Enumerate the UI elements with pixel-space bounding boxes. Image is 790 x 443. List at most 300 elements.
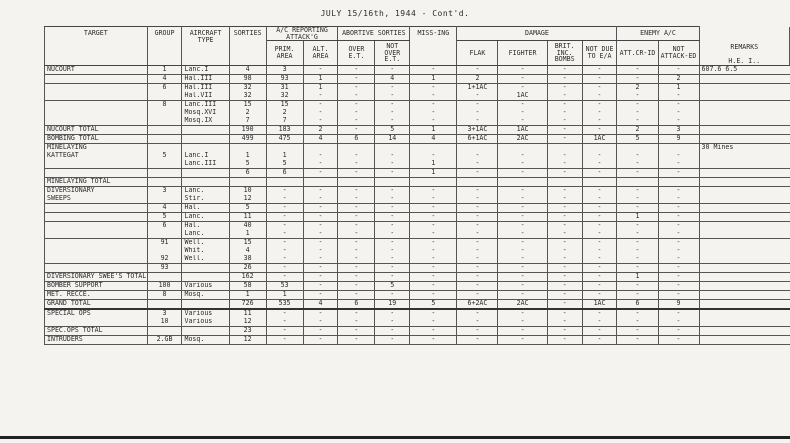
cell-att: 1 <box>617 212 658 221</box>
cell-notatt: - <box>658 109 699 117</box>
cell-over: - <box>338 117 375 126</box>
cell-type: Mosq. <box>182 290 229 299</box>
cell-notdue: - <box>582 255 617 264</box>
cell-notdue: - <box>582 318 617 327</box>
cell-prim: 2 <box>266 109 303 117</box>
cell-alt: - <box>303 309 338 318</box>
cell-target <box>45 238 148 247</box>
cell-notdue: - <box>582 168 617 177</box>
cell-alt: - <box>303 168 338 177</box>
cell-mis <box>410 143 457 152</box>
cell-alt: - <box>303 281 338 290</box>
cell-flak <box>457 177 498 186</box>
cell-brit: - <box>547 195 582 204</box>
cell-prim: 535 <box>266 299 303 309</box>
cell-mis: 1 <box>410 74 457 83</box>
cell-remarks <box>699 326 789 335</box>
cell-target <box>45 92 148 101</box>
cell-flak: - <box>457 335 498 344</box>
cell-brit <box>547 143 582 152</box>
cell-notatt: - <box>658 92 699 101</box>
cell-brit: - <box>547 160 582 169</box>
cell-brit: - <box>547 326 582 335</box>
cell-att: - <box>617 318 658 327</box>
cell-notdue: - <box>582 290 617 299</box>
cell-type: Whit. <box>182 247 229 255</box>
cell-notdue: - <box>582 160 617 169</box>
cell-prim: 15 <box>266 100 303 109</box>
cell-brit: - <box>547 255 582 264</box>
cell-flak: 3+1AC <box>457 125 498 134</box>
cell-over: - <box>338 309 375 318</box>
cell-notatt: - <box>658 318 699 327</box>
cell-notatt: 3 <box>658 125 699 134</box>
cell-target: MET. RECCE. <box>45 290 148 299</box>
cell-fighter: - <box>498 290 547 299</box>
cell-remarks <box>699 247 789 255</box>
cell-alt: - <box>303 203 338 212</box>
cell-mis: - <box>410 203 457 212</box>
cell-notatt: - <box>658 247 699 255</box>
cell-prim: - <box>266 203 303 212</box>
cell-alt: - <box>303 255 338 264</box>
cell-notdue: - <box>582 152 617 160</box>
cell-remarks: 607.6 6.5 <box>699 65 789 74</box>
cell-flak: - <box>457 326 498 335</box>
cell-type: Hal.VII <box>182 92 229 101</box>
cell-group: 6 <box>147 221 182 230</box>
cell-mis: - <box>410 109 457 117</box>
cell-att: - <box>617 255 658 264</box>
cell-brit: - <box>547 318 582 327</box>
cell-target <box>45 255 148 264</box>
cell-flak: - <box>457 109 498 117</box>
cell-group <box>147 168 182 177</box>
cell-mis: - <box>410 335 457 344</box>
cell-att: 2 <box>617 125 658 134</box>
cell-notatt <box>658 177 699 186</box>
cell-alt: 1 <box>303 83 338 92</box>
cell-mis: - <box>410 100 457 109</box>
cell-fighter: - <box>498 263 547 272</box>
cell-over: - <box>338 160 375 169</box>
cell-group <box>147 117 182 126</box>
cell-att: - <box>617 74 658 83</box>
cell-att <box>617 143 658 152</box>
cell-notatt: - <box>658 212 699 221</box>
cell-over: 6 <box>338 299 375 309</box>
cell-notatt: 1 <box>658 83 699 92</box>
cell-type: Various <box>182 281 229 290</box>
cell-prim: - <box>266 318 303 327</box>
cell-target: SPECIAL OPS <box>45 309 148 318</box>
cell-remarks <box>699 255 789 264</box>
cell-brit: - <box>547 290 582 299</box>
cell-att: - <box>617 230 658 239</box>
cell-type <box>182 143 229 152</box>
cell-prim: 53 <box>266 281 303 290</box>
cell-mis: - <box>410 65 457 74</box>
cell-group <box>147 272 182 281</box>
cell-notdue: - <box>582 212 617 221</box>
cell-target: BOMBER SUPPORT <box>45 281 148 290</box>
cell-fighter <box>498 177 547 186</box>
table-row <box>45 335 790 344</box>
cell-remarks <box>699 117 789 126</box>
table-row <box>45 212 790 221</box>
cell-flak: 1+1AC <box>457 83 498 92</box>
cell-type: Hal.III <box>182 74 229 83</box>
cell-mis: - <box>410 238 457 247</box>
header-damage: DAMAGE <box>457 27 617 41</box>
cell-type <box>182 168 229 177</box>
cell-over <box>338 177 375 186</box>
cell-alt: 2 <box>303 125 338 134</box>
cell-group: 4 <box>147 74 182 83</box>
cell-remarks <box>699 152 789 160</box>
cell-fighter: - <box>498 65 547 74</box>
cell-target: INTRUDERS <box>45 335 148 344</box>
cell-remarks <box>699 83 789 92</box>
cell-sorties: 1 <box>229 230 266 239</box>
cell-mis: - <box>410 230 457 239</box>
cell-att: - <box>617 109 658 117</box>
cell-notover: - <box>375 263 410 272</box>
cell-notatt: - <box>658 100 699 109</box>
cell-flak: - <box>457 281 498 290</box>
cell-over: - <box>338 100 375 109</box>
remarks-sub-label: H.E. I.. <box>728 57 761 66</box>
cell-notover: 19 <box>375 299 410 309</box>
cell-type: Lanc. <box>182 230 229 239</box>
cell-notatt: - <box>658 238 699 247</box>
cell-brit: - <box>547 109 582 117</box>
cell-notdue <box>582 143 617 152</box>
table-row <box>45 125 790 134</box>
cell-mis: 5 <box>410 299 457 309</box>
cell-over <box>338 143 375 152</box>
cell-group <box>147 247 182 255</box>
cell-fighter: - <box>498 221 547 230</box>
cell-sorties: 1 <box>229 290 266 299</box>
cell-group <box>147 177 182 186</box>
cell-alt: - <box>303 326 338 335</box>
cell-notdue: - <box>582 335 617 344</box>
cell-remarks <box>699 160 789 169</box>
cell-fighter: 2AC <box>498 299 547 309</box>
cell-fighter: - <box>498 83 547 92</box>
cell-notatt: - <box>658 160 699 169</box>
cell-att: 5 <box>617 134 658 143</box>
cell-remarks <box>699 186 789 195</box>
cell-prim: 1 <box>266 290 303 299</box>
cell-flak: - <box>457 318 498 327</box>
cell-type: Lanc.III <box>182 160 229 169</box>
cell-type: Mosq.XVI <box>182 109 229 117</box>
cell-flak: - <box>457 272 498 281</box>
cell-brit: - <box>547 238 582 247</box>
cell-remarks <box>699 238 789 247</box>
cell-target <box>45 160 148 169</box>
cell-flak: - <box>457 160 498 169</box>
cell-group: 100 <box>147 281 182 290</box>
cell-brit: - <box>547 134 582 143</box>
cell-target <box>45 100 148 109</box>
cell-notatt: - <box>658 326 699 335</box>
cell-prim: 5 <box>266 160 303 169</box>
cell-group <box>147 230 182 239</box>
cell-type: Mosq. <box>182 335 229 344</box>
cell-mis: - <box>410 92 457 101</box>
cell-sorties: 11 <box>229 212 266 221</box>
cell-prim: 1 <box>266 152 303 160</box>
cell-fighter: - <box>498 74 547 83</box>
cell-notover: 4 <box>375 74 410 83</box>
header-att-claim: ATT.CR-ID <box>617 41 658 66</box>
cell-prim: 183 <box>266 125 303 134</box>
cell-fighter: - <box>498 238 547 247</box>
cell-type <box>182 326 229 335</box>
cell-type: Well. <box>182 238 229 247</box>
header-group: GROUP <box>147 27 182 66</box>
cell-fighter: - <box>498 195 547 204</box>
cell-group <box>147 299 182 309</box>
cell-group: 91 <box>147 238 182 247</box>
cell-brit: - <box>547 272 582 281</box>
page-bottom-rule <box>0 436 790 439</box>
cell-flak: - <box>457 255 498 264</box>
cell-mis: - <box>410 186 457 195</box>
cell-notover: - <box>375 221 410 230</box>
cell-over: - <box>338 203 375 212</box>
header-brit-inc-bombs: BRIT. INC. BOMBS <box>547 41 582 66</box>
cell-sorties: 32 <box>229 92 266 101</box>
table-row <box>45 100 790 109</box>
cell-fighter: 2AC <box>498 134 547 143</box>
cell-fighter: - <box>498 255 547 264</box>
cell-sorties: 15 <box>229 100 266 109</box>
table-row <box>45 203 790 212</box>
cell-alt: - <box>303 238 338 247</box>
cell-att: - <box>617 186 658 195</box>
cell-flak: - <box>457 195 498 204</box>
cell-group: 5 <box>147 212 182 221</box>
cell-alt: - <box>303 230 338 239</box>
cell-group <box>147 92 182 101</box>
cell-flak: - <box>457 65 498 74</box>
cell-brit: - <box>547 100 582 109</box>
cell-notover: - <box>375 230 410 239</box>
cell-notatt: - <box>658 65 699 74</box>
cell-notdue: - <box>582 100 617 109</box>
cell-att: - <box>617 152 658 160</box>
cell-type: Lanc. <box>182 212 229 221</box>
cell-target <box>45 83 148 92</box>
cell-over: - <box>338 195 375 204</box>
table-row <box>45 309 790 318</box>
cell-sorties: 5 <box>229 160 266 169</box>
cell-alt: - <box>303 100 338 109</box>
cell-type: Lanc.I <box>182 65 229 74</box>
cell-mis: - <box>410 272 457 281</box>
header-aircraft-type: AIRCRAFT TYPE <box>182 27 229 66</box>
cell-prim: - <box>266 335 303 344</box>
cell-notdue: - <box>582 203 617 212</box>
cell-target: KATTEGAT <box>45 152 148 160</box>
cell-remarks <box>699 221 789 230</box>
cell-prim <box>266 177 303 186</box>
cell-notover: - <box>375 83 410 92</box>
cell-group <box>147 326 182 335</box>
cell-flak: - <box>457 221 498 230</box>
cell-target: BOMBING TOTAL <box>45 134 148 143</box>
cell-prim: - <box>266 263 303 272</box>
cell-notdue: - <box>582 221 617 230</box>
cell-notatt: - <box>658 230 699 239</box>
cell-group <box>147 143 182 152</box>
cell-target <box>45 203 148 212</box>
cell-alt: - <box>303 247 338 255</box>
cell-mis: - <box>410 195 457 204</box>
operations-table <box>44 26 790 345</box>
page-title: JULY 15/16th, 1944 - Cont'd. <box>320 9 470 18</box>
cell-brit: - <box>547 221 582 230</box>
cell-alt: - <box>303 290 338 299</box>
cell-att: 6 <box>617 299 658 309</box>
cell-prim: - <box>266 221 303 230</box>
cell-target: DIVERSIONARY <box>45 186 148 195</box>
cell-type: Hal. <box>182 203 229 212</box>
cell-att: - <box>617 65 658 74</box>
cell-target: GRAND TOTAL <box>45 299 148 309</box>
cell-type: Well. <box>182 255 229 264</box>
cell-fighter: - <box>498 152 547 160</box>
cell-alt: - <box>303 92 338 101</box>
cell-mis: - <box>410 83 457 92</box>
cell-remarks <box>699 290 789 299</box>
cell-fighter: - <box>498 335 547 344</box>
cell-brit: - <box>547 125 582 134</box>
cell-sorties <box>229 143 266 152</box>
cell-sorties: 4 <box>229 65 266 74</box>
cell-brit: - <box>547 65 582 74</box>
cell-over: - <box>338 92 375 101</box>
cell-prim: 475 <box>266 134 303 143</box>
cell-mis: 1 <box>410 160 457 169</box>
cell-group: 8 <box>147 100 182 109</box>
cell-flak: - <box>457 309 498 318</box>
cell-notatt: - <box>658 203 699 212</box>
header-ac-reporting: A/C REPORTING ATTACK'G <box>266 27 338 41</box>
cell-flak: - <box>457 238 498 247</box>
cell-notdue: 1AC <box>582 299 617 309</box>
table-row <box>45 74 790 83</box>
cell-over: - <box>338 152 375 160</box>
cell-notdue <box>582 177 617 186</box>
cell-att: - <box>617 92 658 101</box>
cell-remarks <box>699 318 789 327</box>
cell-target: SWEEPS <box>45 195 148 204</box>
cell-notdue: - <box>582 109 617 117</box>
cell-flak: 2 <box>457 74 498 83</box>
table-row <box>45 109 790 117</box>
cell-prim: - <box>266 230 303 239</box>
cell-att: - <box>617 168 658 177</box>
cell-mis: - <box>410 318 457 327</box>
cell-notover: - <box>375 160 410 169</box>
table-row <box>45 134 790 143</box>
cell-mis: - <box>410 290 457 299</box>
cell-flak: - <box>457 186 498 195</box>
cell-brit: - <box>547 152 582 160</box>
cell-alt: - <box>303 152 338 160</box>
cell-brit <box>547 177 582 186</box>
cell-notatt: - <box>658 186 699 195</box>
table-row <box>45 160 790 169</box>
cell-prim: 93 <box>266 74 303 83</box>
cell-sorties: 4 <box>229 247 266 255</box>
cell-group <box>147 195 182 204</box>
remarks-label: REMARKS <box>730 42 759 51</box>
cell-att: - <box>617 263 658 272</box>
header-abortive: ABORTIVE SORTIES <box>338 27 410 41</box>
header-fighter: FIGHTER <box>498 41 547 66</box>
cell-remarks <box>699 134 789 143</box>
table-row <box>45 318 790 327</box>
cell-notatt: 2 <box>658 74 699 83</box>
cell-alt: - <box>303 272 338 281</box>
cell-type: Various <box>182 318 229 327</box>
cell-fighter: - <box>498 272 547 281</box>
cell-notover: - <box>375 212 410 221</box>
cell-fighter: - <box>498 212 547 221</box>
cell-alt: - <box>303 195 338 204</box>
cell-att: 1 <box>617 272 658 281</box>
cell-remarks <box>699 335 789 344</box>
cell-over: - <box>338 247 375 255</box>
cell-flak: 6+2AC <box>457 299 498 309</box>
cell-target: MINELAYING TOTAL <box>45 177 148 186</box>
cell-brit: - <box>547 117 582 126</box>
cell-remarks <box>699 125 789 134</box>
cell-fighter: - <box>498 230 547 239</box>
cell-sorties: 10 <box>229 186 266 195</box>
cell-mis: - <box>410 326 457 335</box>
cell-brit: - <box>547 212 582 221</box>
cell-over: - <box>338 230 375 239</box>
cell-brit: - <box>547 335 582 344</box>
table-row <box>45 143 790 152</box>
table-row <box>45 238 790 247</box>
header-prim-area: PRIM. AREA <box>266 41 303 66</box>
cell-over: - <box>338 125 375 134</box>
cell-group: 8 <box>147 290 182 299</box>
cell-remarks <box>699 230 789 239</box>
cell-notover: - <box>375 247 410 255</box>
cell-notatt <box>658 143 699 152</box>
cell-mis: - <box>410 212 457 221</box>
table-row <box>45 92 790 101</box>
cell-type <box>182 134 229 143</box>
cell-notatt: - <box>658 309 699 318</box>
cell-target <box>45 230 148 239</box>
cell-remarks: 30 Mines <box>699 143 789 152</box>
cell-notatt: 9 <box>658 299 699 309</box>
cell-sorties: 190 <box>229 125 266 134</box>
cell-over: - <box>338 83 375 92</box>
cell-att: - <box>617 238 658 247</box>
cell-notdue: - <box>582 272 617 281</box>
